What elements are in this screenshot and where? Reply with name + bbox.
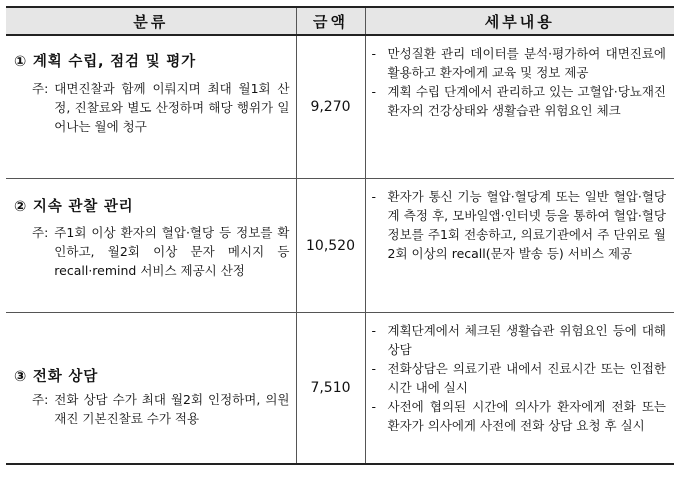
header-row [6,7,674,35]
detail-item [372,187,667,263]
detail-item [372,44,667,82]
category-cell [6,179,296,313]
category-note [14,79,290,136]
category-title: ① 계획 수립, 점검 및 평가 [14,54,196,70]
detail-text: 계획 수립 단계에서 관리하고 있는 고혈압·당뇨재진환자의 건강상태와 생활습관 위험요인 체크 [387,84,666,118]
detail-item [372,397,667,435]
dash-bullet-icon: - [371,361,377,376]
amount-cell: 9,270 [296,35,365,179]
dash-bullet-icon: - [371,399,377,414]
dash-bullet-icon: - [371,189,377,204]
note-prefix: 주: [32,392,49,407]
amount-cell: 10,520 [296,179,365,313]
header-category: 분류 [6,7,296,35]
detail-item [372,82,667,120]
header-amount: 금액 [296,7,365,35]
dash-bullet-icon: - [371,323,377,338]
table-row [6,313,674,465]
note-prefix: 주: [32,225,49,240]
details-cell [365,35,674,179]
table-row [6,35,674,179]
category-cell [6,35,296,179]
fee-table [6,6,674,465]
detail-text: 전화상담은 의료기관 내에서 진료시간 또는 인접한 시간 내에 실시 [387,361,666,395]
detail-text: 사전에 협의된 시간에 의사가 환자에게 전화 또는 환자가 의사에게 사전에 전화 상담 요청 후 실시 [387,399,666,433]
details-cell [365,313,674,465]
amount-cell: 7,510 [296,313,365,465]
category-title: ② 지속 관찰 관리 [14,199,134,215]
note-prefix: 주: [32,81,49,96]
note-text: 대면진찰과 함께 이뤄지며 최대 월1회 산정, 진찰료와 별도 산정하며 해당 행위가 일어나는 월에 청구 [54,81,290,134]
header-details: 세부내용 [365,7,674,35]
detail-text: 환자가 통신 기능 혈압·혈당계 또는 일반 혈압·혈당계 측정 후, 모바일앱·인터넷 등을 통하여 혈압·혈당 정보를 주1회 전송하고, 의료기관에서 주 단위로 월2회 이상의 recall(문자 발송 등) 서비스 제공 [387,189,666,261]
category-note [14,223,290,280]
category-cell [6,313,296,465]
category-title: ③ 전화 상담 [14,369,99,385]
note-text: 주1회 이상 환자의 혈압·혈당 등 정보를 확인하고, 월2회 이상 문자 메시지 등 recall·remind 서비스 제공시 산정 [54,225,290,278]
dash-bullet-icon: - [371,84,377,99]
detail-text: 만성질환 관리 데이터를 분석·평가하여 대면진료에 활용하고 환자에게 교육 및 정보 제공 [387,46,666,80]
dash-bullet-icon: - [371,46,377,61]
table-row [6,179,674,313]
details-cell [365,179,674,313]
detail-item [372,321,667,359]
detail-text: 계획단계에서 체크된 생활습관 위험요인 등에 대해 상담 [387,323,666,357]
note-text: 전화 상담 수가 최대 월2회 인정하며, 의원 재진 기본진찰료 수가 적용 [54,392,290,426]
detail-item [372,359,667,397]
category-note [14,390,290,428]
